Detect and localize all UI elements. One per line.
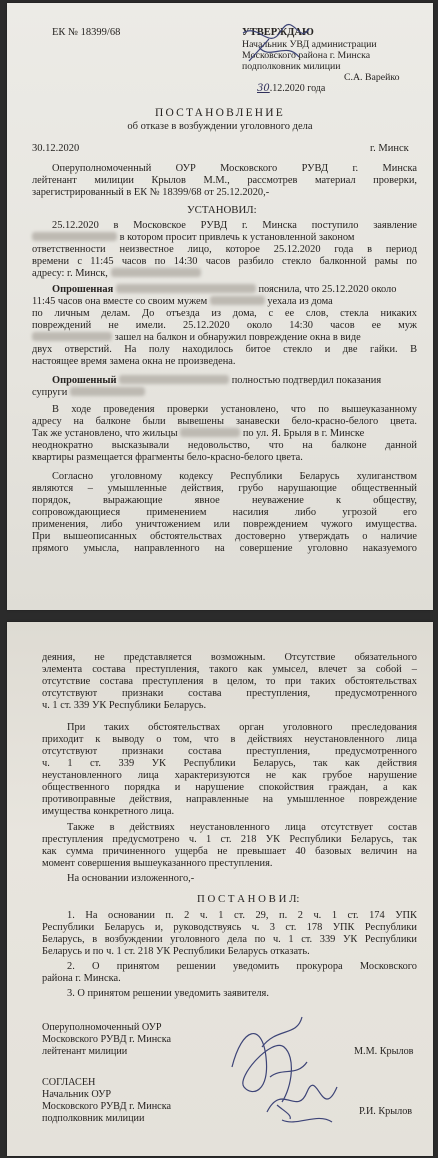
redacted-name — [70, 387, 145, 396]
resolution-item-3: 3. О принятом решении уведомить заявителя. — [67, 988, 269, 999]
text-line: супруги — [32, 387, 417, 399]
document-page-2 — [7, 622, 433, 1156]
text-line: Оперуполномоченный ОУР Московского РУВД г. Минска — [52, 163, 417, 174]
text-line: адресу: г. Минск, — [32, 268, 417, 280]
text-line: 11:45 часов она вместе со своим мужем уехала из дома — [32, 296, 333, 307]
text-line: применения, либо уничтожением или повреждением чужого имущества. — [32, 519, 417, 530]
document-city: г. Минск — [370, 143, 409, 154]
text-line: сопровождающиеся применением насилия либо угрозой его — [32, 507, 417, 518]
text-line: зарегистрированный в ЕК № 18399/68 от 25.12.2020,- — [32, 187, 270, 198]
text-line: Также в действиях неустановленного лица отсутствует состав — [67, 822, 417, 833]
section-established: УСТАНОВИЛ: — [187, 204, 257, 216]
officer-title-line: Оперуполномоченный ОУР — [42, 1022, 162, 1033]
approval-title: УТВЕРЖДАЮ — [242, 27, 314, 38]
text-line: Беларусь, в возбуждении уголовного дела по ч. 1 ст. 339 УК Республики — [42, 934, 417, 945]
text-line: района г. Минска. — [42, 973, 121, 984]
text-line: противоправные действия, направленные на умышленное повреждение — [42, 794, 417, 805]
approval-line: подполковник милиции — [242, 61, 341, 72]
approval-signature — [239, 21, 319, 71]
text-line: времени с 11:45 часов по 14:30 часов разбило стекло балконной рамы по — [32, 256, 417, 267]
text-line: При вышеописанных обстоятельствах достоверно утверждать о наличие — [32, 531, 417, 542]
text-line: являются – умышленные действия, грубо нарушающие общественный — [32, 483, 417, 494]
redacted-name — [210, 296, 265, 305]
text-line: При таких обстоятельствах орган уголовного преследования — [67, 722, 417, 733]
text-line: Беларусь и по ч. 1 ст. 218 УК Республики Беларусь отказать. — [42, 946, 310, 957]
text-line: Республики Беларусь и, руководствуясь ч. 3 ст. 178 УПК Республики — [42, 922, 417, 933]
text-line: настоящее время замена окна не произведена. — [32, 356, 236, 367]
text-line: 1. На основании п. 2 ч. 1 ст. 29, п. 2 ч. 1 ст. 174 УПК — [67, 910, 417, 921]
agreed-label: СОГЛАСЕН — [42, 1077, 96, 1088]
text-line: неоднократно высказывали недовольство, что на балконе данной — [32, 440, 417, 451]
text-line: В ходе проведения проверки установлено, что по вышеуказанному — [52, 404, 417, 415]
text-line: ответственности неизвестное лицо, которое 25.12.2020 года в период — [32, 244, 417, 255]
text-line: лейтенант милиции Крылов М.М., рассмотрев материал проверки, — [32, 175, 417, 186]
chief-title-line: Московского РУВД г. Минска — [42, 1101, 172, 1112]
text-line: квартиры размещается фрагменты бело-красно-белого цвета. — [32, 452, 303, 463]
text-line: повреждений не имели. 25.12.2020 около 14:30 часов ее муж — [32, 320, 417, 331]
text-line: неустановленного лица характеризуются не как грубое нарушение — [42, 770, 417, 781]
approval-date — [257, 83, 325, 94]
document-title: ПОСТАНОВЛЕНИЕ — [154, 107, 286, 119]
text-line: элемента состава преступления, такого как умысел, влечет за собой – — [42, 664, 417, 675]
document-page-1 — [7, 3, 433, 610]
redacted-name — [116, 284, 256, 293]
redacted-name — [32, 232, 117, 241]
text-line: отсутствуют признаки состава преступления, предусмотренного — [42, 688, 417, 699]
text-line: адресу на балконе были вывешены занавески бело-красно-белого цвета. — [32, 416, 417, 427]
registry-number: ЕК № 18399/68 — [52, 27, 121, 38]
approval-date-day: 30 — [257, 83, 270, 94]
text-line: ч. 1 ст. 339 УК Республики Беларусь, так как действия — [42, 758, 417, 769]
approval-line: Московского района г. Минска — [242, 50, 371, 61]
approval-line: Начальник УВД администрации — [242, 39, 377, 50]
text-line: общественного порядка и нарушение спокойствия граждан, а как — [42, 782, 417, 793]
text-line: 25.12.2020 в Московское РУВД г. Минска поступило заявление — [52, 220, 417, 231]
approver-name: С.А. Варейко — [344, 72, 400, 83]
officer-name: М.М. Крылов — [354, 1046, 414, 1057]
chief-title-line: подполковник милиции — [42, 1113, 145, 1124]
text-line: зашел на балкон и обнаружил повреждение окна в виде — [32, 332, 417, 344]
text-line: Опрошенный полностью подтвердил показания — [52, 375, 382, 386]
text-line: деяния, не представляется возможным. Отсутствие обязательного — [42, 652, 417, 663]
chief-title-line: Начальник ОУР — [42, 1089, 111, 1100]
text-line: имущества конкретного лица. — [42, 806, 175, 817]
chief-signature — [262, 1072, 347, 1132]
text-line: отсутствие состава преступления в целом, то при таких обстоятельствах — [42, 676, 417, 687]
redacted-name — [32, 332, 112, 341]
text-line: двух отверстий. На полу находилось битое стекло и две гайки. В — [32, 344, 417, 355]
text-line: Опрошенная пояснила, что 25.12.2020 около — [52, 284, 397, 295]
text-line: ч. 1 ст. 339 УК Республики Беларусь. — [42, 700, 207, 711]
approval-date-rest: .12.2020 года — [269, 83, 326, 94]
redacted-name — [119, 375, 229, 384]
officer-title-line: лейтенант милиции — [42, 1046, 128, 1057]
text-line: Так же установлено, что жильцы по ул. Я. Брыля в г. Минске — [32, 428, 365, 439]
text-line: преступления предусмотрено ч. 1 ст. 218 УК Республики Беларусь, так — [42, 834, 417, 845]
redacted-address — [111, 268, 201, 277]
document-date: 30.12.2020 — [32, 143, 80, 154]
text-line: по личным делам. До отъезда из дома, с ее слов, стекла никаких — [32, 308, 417, 319]
redacted-address — [180, 428, 240, 437]
officer-title-line: Московского РУВД г. Минска — [42, 1034, 172, 1045]
text-line: приходит к выводу о том, что в действиях неустановленного лица — [42, 734, 417, 745]
text-line: порядок, выражающие явное неуважение к обществу, — [32, 495, 417, 506]
text-line: как сумма причиненного ущерба не превышает 40 базовых величин на — [42, 846, 417, 857]
document-subtitle: об отказе в возбуждении уголовного дела — [127, 121, 313, 132]
section-resolved: П О С Т А Н О В И Л: — [197, 893, 300, 905]
text-line: 2. О принятом решении уведомить прокурора Московского — [67, 961, 417, 972]
text-line: отсутствуют признаки состава преступления, предусмотренного — [42, 746, 417, 757]
text-line: прямого умысла, направленного на совершение уголовно наказуемого — [32, 543, 417, 554]
paragraph-basis: На основании изложенного,- — [67, 873, 195, 884]
text-line: момент совершения вышеуказанного преступления. — [42, 858, 273, 869]
text-line: Согласно уголовному кодексу Республики Беларусь хулиганством — [52, 471, 417, 482]
text-line: в котором просит привлечь к установленной законом — [32, 232, 417, 244]
chief-name: Р.И. Крылов — [359, 1106, 413, 1117]
